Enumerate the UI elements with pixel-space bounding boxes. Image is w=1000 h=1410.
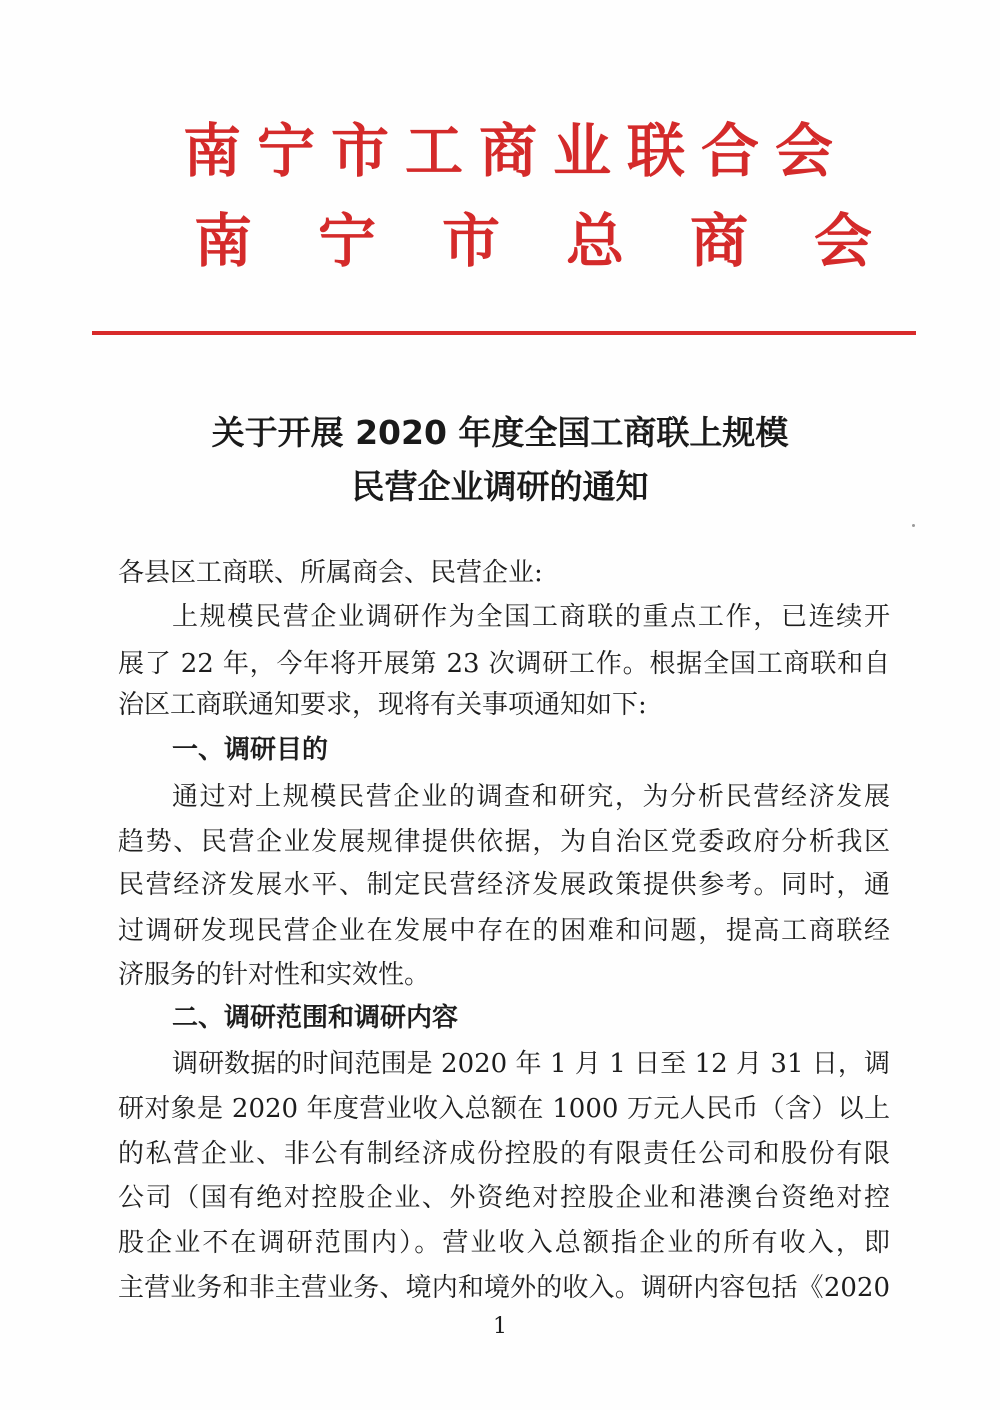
- letterhead-org-name-line-1: 南宁市工商业联合会: [182, 117, 849, 185]
- paragraph-line: 调研数据的时间范围是 2020 年 1 月 1 日至 12 月 31 日，调: [172, 1049, 890, 1079]
- paragraph-line: 通过对上规模民营企业的调查和研究，为分析民营经济发展: [172, 782, 890, 812]
- paragraph-line: 济服务的针对性和实效性。: [118, 960, 431, 990]
- document-title-line-2: 民营企业调研的通知: [351, 467, 649, 506]
- letterhead-red-divider: [92, 331, 916, 335]
- paragraph-line: 治区工商联通知要求，现将有关事项通知如下:: [118, 690, 647, 720]
- paragraph-line: 民营经济发展水平、制定民营经济发展政策提供参考。同时，通: [118, 870, 890, 900]
- paragraph-line: 展了 22 年，今年将开展第 23 次调研工作。根据全国工商联和自: [118, 649, 890, 679]
- document-title-line-1: 关于开展 2020 年度全国工商联上规模: [211, 413, 789, 452]
- paragraph-line: 股企业不在调研范围内）。营业收入总额指企业的所有收入，即: [118, 1228, 890, 1258]
- paragraph-line: 过调研发现民营企业在发展中存在的困难和问题，提高工商联经: [118, 916, 890, 946]
- section-heading-scope: 二、调研范围和调研内容: [172, 1003, 459, 1033]
- paragraph-line: 趋势、民营企业发展规律提供依据，为自治区党委政府分析我区: [118, 827, 890, 857]
- paragraph-line: 主营业务和非主营业务、境内和境外的收入。调研内容包括《2020: [118, 1273, 890, 1303]
- paragraph-line: 上规模民营企业调研作为全国工商联的重点工作，已连续开: [172, 602, 890, 632]
- salutation: 各县区工商联、所属商会、民营企业:: [118, 558, 543, 588]
- scan-speck: [912, 524, 915, 527]
- paragraph-line: 研对象是 2020 年度营业收入总额在 1000 万元人民币（含）以上: [118, 1094, 890, 1124]
- section-heading-purpose: 一、调研目的: [172, 735, 329, 765]
- paragraph-line: 公司（国有绝对控股企业、外资绝对控股企业和港澳台资绝对控: [118, 1183, 890, 1213]
- paragraph-line: 的私营企业、非公有制经济成份控股的有限责任公司和股份有限: [118, 1139, 890, 1169]
- page-number: 1: [493, 1314, 507, 1339]
- letterhead-org-name-line-2: 南宁市总商会: [193, 207, 938, 275]
